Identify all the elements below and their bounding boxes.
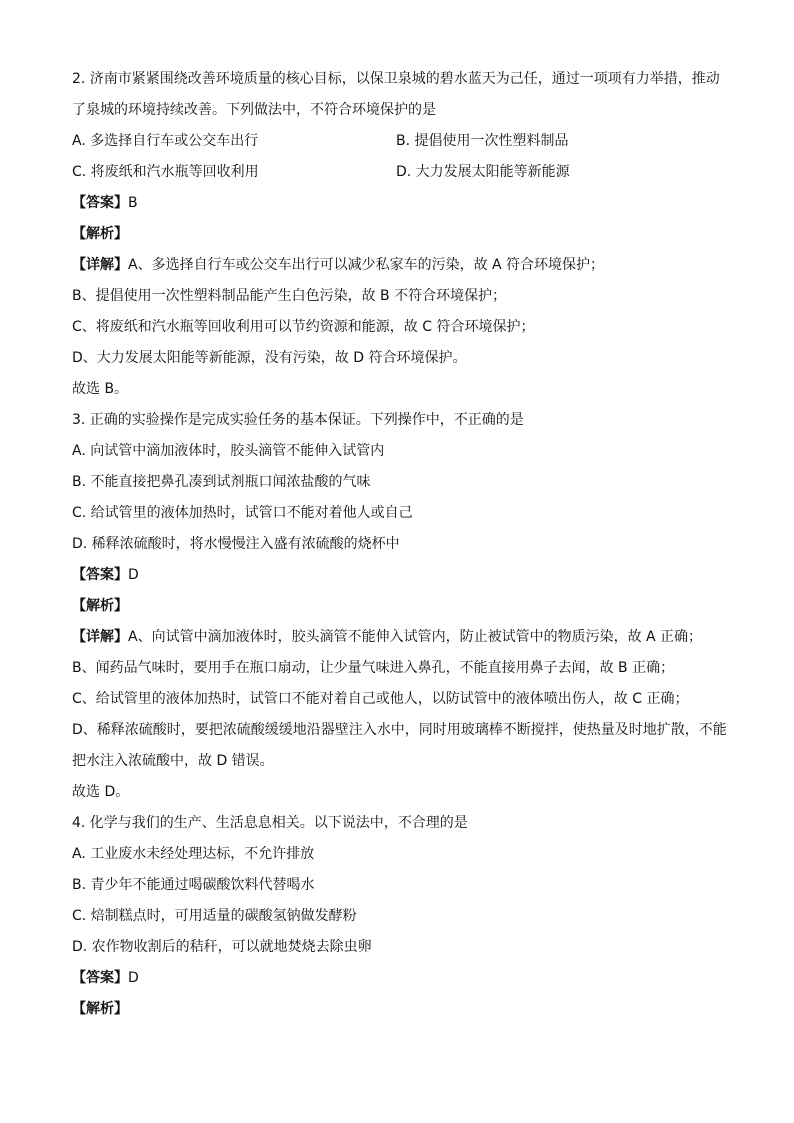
q4-answer-value: D <box>128 970 139 986</box>
q3-option-c: C. 给试管里的液体加热时，试管口不能对着他人或自己 <box>72 505 413 521</box>
q2-detail-line4: D、大力发展太阳能等新能源，没有污染，故 D 符合环境保护。 <box>72 350 467 366</box>
q4-answer <box>72 963 732 994</box>
q2-detail-line3: C、将废纸和汽水瓶等回收利用可以节约资源和能源，故 C 符合环境保护； <box>72 319 535 335</box>
q3-conclusion: 故选 D。 <box>72 784 130 800</box>
q3-detail-line3: C、给试管里的液体加热时，试管口不能对着自己或他人，以防试管中的液体喷出伤人，故 C 正确； <box>72 691 689 707</box>
q2-stem-line2: 了泉城的环境持续改善。下列做法中，不符合环境保护的是 <box>72 102 436 118</box>
exam-page <box>72 64 732 1025</box>
q3-answer <box>72 560 732 591</box>
q2-conclusion: 故选 B。 <box>72 381 129 397</box>
q3-detail-line5: 把水注入浓硫酸中，故 D 错误。 <box>72 753 274 769</box>
q2-detail-text1: A、多选择自行车或公交车出行可以减少私家车的污染，故 A 符合环境保护； <box>128 257 605 273</box>
q4-stem: 4. 化学与我们的生产、生活息息相关。以下说法中，不合理的是 <box>72 815 468 831</box>
q4-option-a: A. 工业废水未经处理达标，不允许排放 <box>72 846 315 862</box>
q2-analysis-label: 【解析】 <box>72 226 128 242</box>
q2-answer-value: B <box>128 195 138 211</box>
q2-options-row2 <box>72 157 732 188</box>
q2-stem-line1: 2. 济南市紧紧围绕改善环境质量的核心目标，以保卫泉城的碧水蓝天为己任，通过一项项有力举措，推动 <box>72 71 720 87</box>
q4-option-c: C. 焙制糕点时，可用适量的碳酸氢钠做发酵粉 <box>72 908 357 924</box>
q4-analysis-label: 【解析】 <box>72 1001 128 1017</box>
q2-option-d: D. 大力发展太阳能等新能源 <box>396 164 570 180</box>
q3-detail-line2: B、闻药品气味时，要用手在瓶口扇动，让少量气味进入鼻孔，不能直接用鼻子去闻，故 B 正确； <box>72 660 675 676</box>
q2-detail-line2: B、提倡使用一次性塑料制品能产生白色污染，故 B 不符合环境保护； <box>72 288 507 304</box>
q3-analysis-label: 【解析】 <box>72 598 128 614</box>
q2-options-row1 <box>72 126 732 157</box>
q2-option-c: C. 将废纸和汽水瓶等回收利用 <box>72 164 259 180</box>
q3-option-a: A. 向试管中滴加液体时，胶头滴管不能伸入试管内 <box>72 443 385 459</box>
q3-answer-value: D <box>128 567 139 583</box>
q3-detail-line1 <box>72 622 732 653</box>
q4-answer-label: 【答案】 <box>72 970 128 986</box>
q2-option-a: A. 多选择自行车或公交车出行 <box>72 133 259 149</box>
q3-detail-text1: A、向试管中滴加液体时，胶头滴管不能伸入试管内，防止被试管中的物质污染，故 A 正确； <box>128 629 703 645</box>
q3-option-b: B. 不能直接把鼻孔凑到试剂瓶口闻浓盐酸的气味 <box>72 474 371 490</box>
q2-answer <box>72 188 732 219</box>
q3-detail-line4: D、稀释浓硫酸时，要把浓硫酸缓缓地沿器壁注入水中，同时用玻璃棒不断搅拌，使热量及时地扩散，不能 <box>72 722 727 738</box>
q3-detail-label: 【详解】 <box>72 629 128 645</box>
q4-option-b: B. 青少年不能通过喝碳酸饮料代替喝水 <box>72 877 315 893</box>
q4-option-d: D. 农作物收割后的秸秆，可以就地焚烧去除虫卵 <box>72 939 372 955</box>
q2-detail-line1 <box>72 250 732 281</box>
q3-option-d: D. 稀释浓硫酸时，将水慢慢注入盛有浓硫酸的烧杯中 <box>72 536 400 552</box>
q2-option-b: B. 提倡使用一次性塑料制品 <box>396 133 569 149</box>
q2-detail-label: 【详解】 <box>72 257 128 273</box>
q3-answer-label: 【答案】 <box>72 567 128 583</box>
q2-answer-label: 【答案】 <box>72 195 128 211</box>
q3-stem: 3. 正确的实验操作是完成实验任务的基本保证。下列操作中，不正确的是 <box>72 412 524 428</box>
